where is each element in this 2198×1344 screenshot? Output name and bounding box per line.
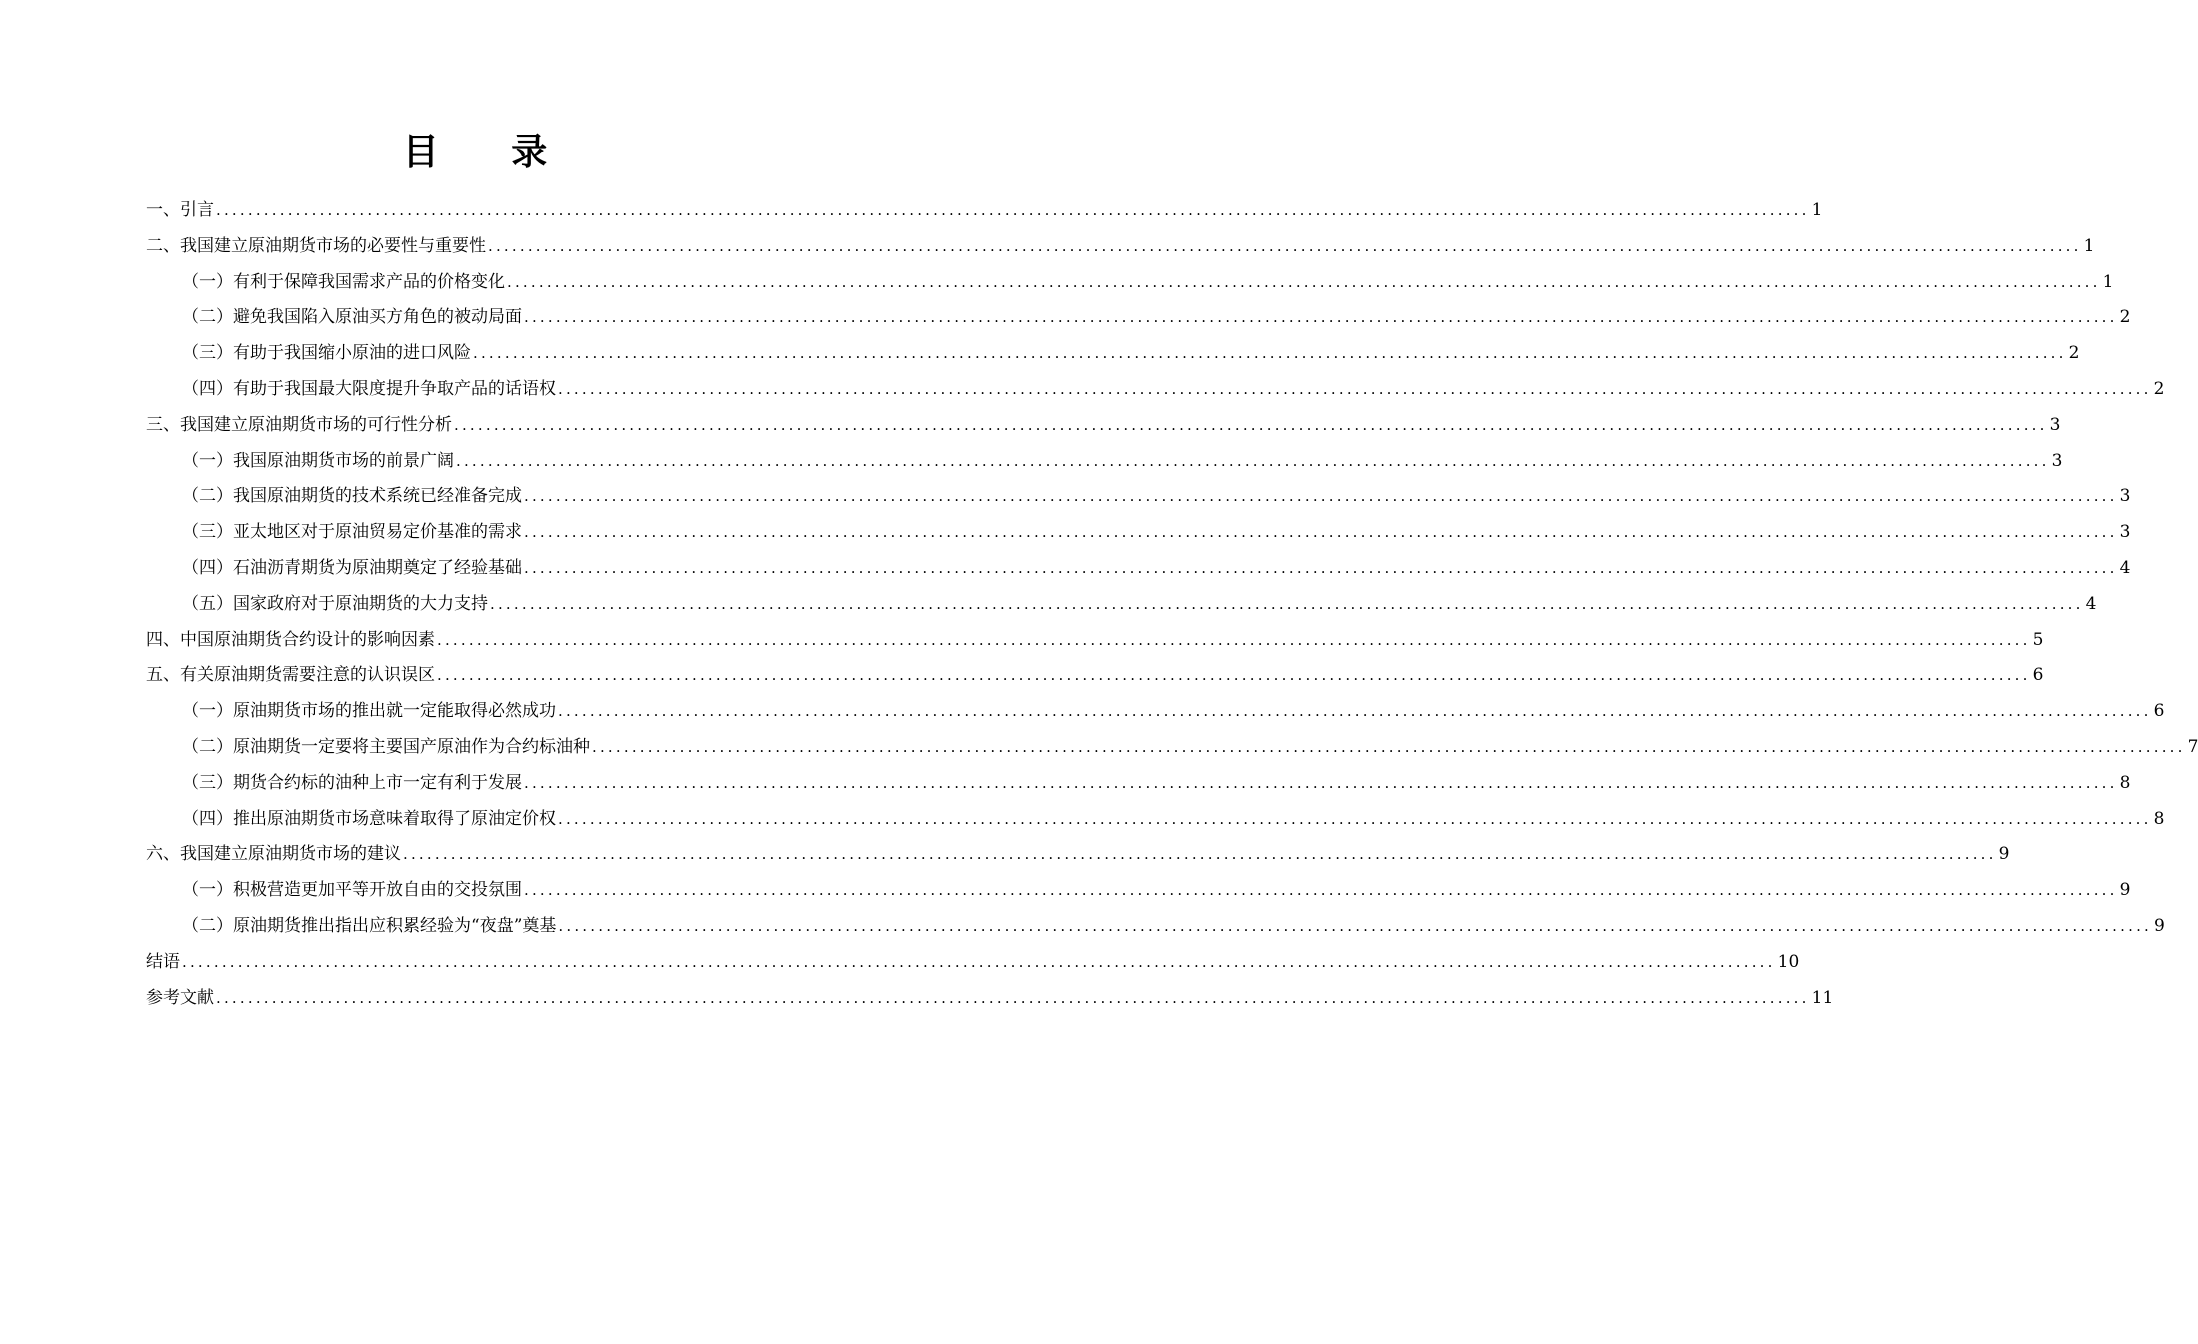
toc-entry-page-number: 1 xyxy=(2102,271,2114,292)
toc-entry-page-number: 3 xyxy=(2049,414,2061,435)
toc-entry[interactable] xyxy=(146,478,2131,514)
toc-entry-label: 参考文献 xyxy=(146,987,214,1008)
toc-entry-page-number: 2 xyxy=(2153,378,2165,399)
toc-entry-label: （三）亚太地区对于原油贸易定价基准的需求 xyxy=(182,522,522,543)
toc-leader-dots: ........................................................................................................................................................................................................ xyxy=(558,809,2152,828)
toc-leader-dots: ........................................................................................................................................................................................................ xyxy=(524,558,2118,577)
toc-leader-dots: ........................................................................................................................................................................................................ xyxy=(473,344,2067,363)
toc-entry-label: （一）积极营造更加平等开放自由的交投氛围 xyxy=(182,880,522,901)
toc-entry[interactable] xyxy=(146,836,2010,872)
toc-leader-dots: ........................................................................................................................................................................................................ xyxy=(454,415,2048,434)
toc-entry-page-number: 1 xyxy=(2083,235,2095,256)
toc-entry-page-number: 9 xyxy=(2119,880,2131,901)
toc-leader-dots: ........................................................................................................................................................................................................ xyxy=(592,737,2186,756)
toc-entry-label: （一）原油期货市场的推出就一定能取得必然成功 xyxy=(182,701,556,722)
toc-entry[interactable] xyxy=(146,371,2165,407)
toc-entry[interactable] xyxy=(146,264,2114,300)
toc-title: 目 录 xyxy=(402,131,578,173)
toc-entry-label: （二）我国原油期货的技术系统已经准备完成 xyxy=(182,486,522,507)
toc-entry[interactable] xyxy=(146,335,2080,371)
toc-entry[interactable] xyxy=(146,192,1823,228)
toc-entry-page-number: 9 xyxy=(1998,844,2010,865)
toc-entry-label: 五、有关原油期货需要注意的认识误区 xyxy=(146,665,435,686)
toc-entry-page-number: 10 xyxy=(1777,951,1800,972)
toc-entry-page-number: 1 xyxy=(1811,200,1823,220)
toc-entry-label: （一）有利于保障我国需求产品的价格变化 xyxy=(182,271,505,292)
toc-entry[interactable] xyxy=(146,693,2165,729)
toc-entry-page-number: 4 xyxy=(2119,557,2131,578)
toc-entry-label: （二）原油期货一定要将主要国产原油作为合约标油种 xyxy=(182,736,590,757)
toc-leader-dots: ........................................................................................................................................................................................................ xyxy=(558,916,2153,935)
toc-leader-dots: ........................................................................................................................................................................................................ xyxy=(524,523,2118,542)
toc-entry-label: （五）国家政府对于原油期货的大力支持 xyxy=(182,593,488,614)
toc-entry[interactable] xyxy=(146,622,2044,658)
toc-leader-dots: ........................................................................................................................................................................................................ xyxy=(182,952,1776,971)
toc-entry-label: （三）有助于我国缩小原油的进口风险 xyxy=(182,343,471,364)
toc-entry-page-number: 8 xyxy=(2119,772,2131,793)
toc-leader-dots: ........................................................................................................................................................................................................ xyxy=(558,702,2152,721)
toc-entry-label: 四、中国原油期货合约设计的影响因素 xyxy=(146,629,435,650)
toc-entry[interactable] xyxy=(146,765,2131,801)
toc-entry[interactable] xyxy=(146,228,2095,264)
toc-entry-label: 三、我国建立原油期货市场的可行性分析 xyxy=(146,414,452,435)
toc-entry[interactable] xyxy=(146,908,2165,944)
toc-leader-dots: ........................................................................................................................................................................................................ xyxy=(524,308,2118,327)
toc-leader-dots: ........................................................................................................................................................................................................ xyxy=(507,272,2101,291)
toc-entry[interactable] xyxy=(146,299,2131,335)
toc-leader-dots: ........................................................................................................................................................................................................ xyxy=(488,236,2082,255)
toc-entry-page-number: 9 xyxy=(2154,915,2165,936)
toc-entry-label: 一、引言 xyxy=(146,200,214,220)
toc-entry-page-number: 6 xyxy=(2153,701,2165,722)
toc-leader-dots: ........................................................................................................................................................................................................ xyxy=(490,594,2084,613)
toc-entry-label: （四）推出原油期货市场意味着取得了原油定价权 xyxy=(182,808,556,829)
toc-entry[interactable] xyxy=(146,944,1800,980)
toc-entry-label: （四）石油沥青期货为原油期奠定了经验基础 xyxy=(182,557,522,578)
toc-leader-dots: ........................................................................................................................................................................................................ xyxy=(456,451,2050,470)
table-of-contents xyxy=(146,192,2198,1015)
toc-entry-label: （二）避免我国陷入原油买方角色的被动局面 xyxy=(182,307,522,328)
toc-entry-page-number: 8 xyxy=(2153,808,2165,829)
toc-entry-page-number: 4 xyxy=(2085,593,2097,614)
toc-entry-label: 结语 xyxy=(146,951,180,972)
toc-entry-page-number: 2 xyxy=(2119,307,2131,328)
toc-leader-dots: ........................................................................................................................................................................................................ xyxy=(437,630,2031,649)
toc-entry[interactable] xyxy=(146,801,2165,837)
toc-entry-page-number: 3 xyxy=(2051,450,2063,471)
toc-entry-page-number: 11 xyxy=(1811,987,1834,1008)
toc-entry-page-number: 5 xyxy=(2032,629,2044,650)
toc-entry[interactable] xyxy=(146,980,1834,1016)
toc-entry[interactable] xyxy=(146,729,2198,765)
toc-entry[interactable] xyxy=(146,407,2061,443)
toc-entry-label: （三）期货合约标的油种上市一定有利于发展 xyxy=(182,772,522,793)
toc-entry-page-number: 7 xyxy=(2187,736,2198,757)
toc-leader-dots: ........................................................................................................................................................................................................ xyxy=(216,988,1810,1007)
toc-entry[interactable] xyxy=(146,443,2063,479)
toc-leader-dots: ........................................................................................................................................................................................................ xyxy=(524,881,2118,900)
toc-entry[interactable] xyxy=(146,586,2097,622)
toc-entry-page-number: 6 xyxy=(2032,665,2044,686)
toc-leader-dots: ........................................................................................................................................................................................................ xyxy=(403,845,1997,864)
toc-entry-label: （一）我国原油期货市场的前景广阔 xyxy=(182,450,454,471)
toc-entry-label: 二、我国建立原油期货市场的必要性与重要性 xyxy=(146,235,486,256)
toc-entry-page-number: 3 xyxy=(2119,522,2131,543)
toc-leader-dots: ........................................................................................................................................................................................................ xyxy=(524,773,2118,792)
toc-leader-dots: ........................................................................................................................................................................................................ xyxy=(437,666,2031,685)
toc-entry-label: 六、我国建立原油期货市场的建议 xyxy=(146,844,401,865)
toc-entry-page-number: 2 xyxy=(2068,343,2080,364)
toc-entry-label: （二）原油期货推出指出应积累经验为“夜盘”奠基 xyxy=(182,915,557,936)
toc-leader-dots: ........................................................................................................................................................................................................ xyxy=(524,487,2118,506)
toc-entry[interactable] xyxy=(146,514,2131,550)
toc-entry-page-number: 3 xyxy=(2119,486,2131,507)
toc-entry[interactable] xyxy=(146,872,2131,908)
toc-leader-dots: ........................................................................................................................................................................................................ xyxy=(216,201,1810,219)
toc-entry[interactable] xyxy=(146,550,2131,586)
toc-entry[interactable] xyxy=(146,657,2044,693)
toc-entry-label: （四）有助于我国最大限度提升争取产品的话语权 xyxy=(182,378,556,399)
toc-leader-dots: ........................................................................................................................................................................................................ xyxy=(558,379,2152,398)
